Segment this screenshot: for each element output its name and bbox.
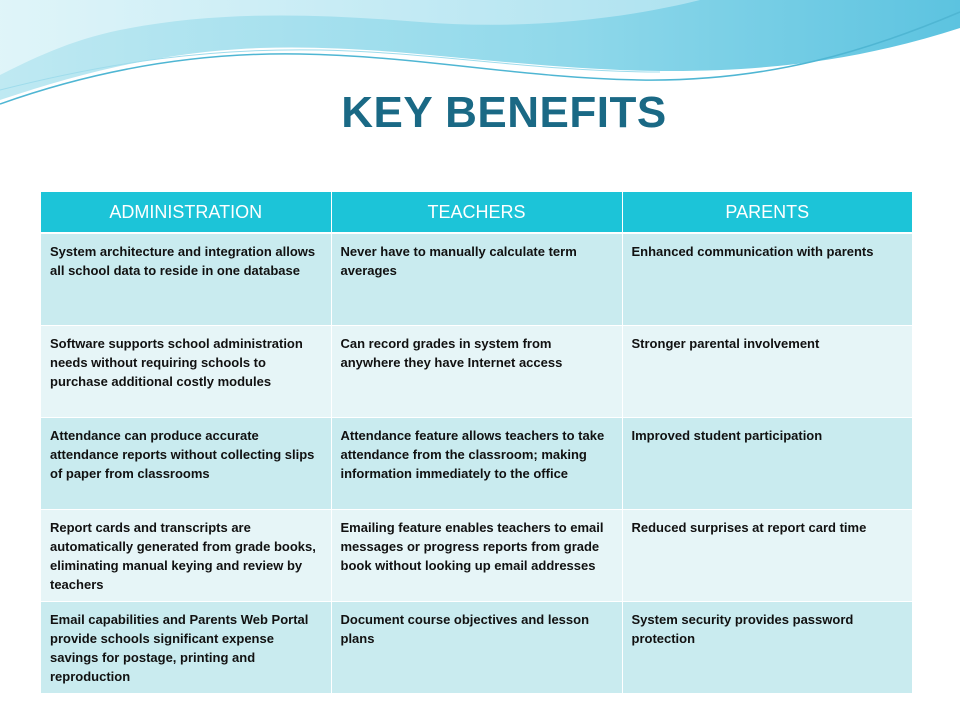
table-cell: Software supports school administration needs without requiring schools to purchase additional costly modules [41,325,331,417]
header-administration: ADMINISTRATION [41,192,331,233]
table-cell: Report cards and transcripts are automatically generated from grade books, eliminating manual keying and review by teachers [41,509,331,601]
table-cell: Email capabilities and Parents Web Portal provide schools significant expense savings for postage, printing and reproduction [41,601,331,693]
table-row [41,601,912,693]
table-row [41,417,912,509]
table-cell: Never have to manually calculate term averages [331,233,622,325]
header-teachers: TEACHERS [331,192,622,233]
table-cell: Attendance feature allows teachers to take attendance from the classroom; making information immediately to the office [331,417,622,509]
table-cell: Reduced surprises at report card time [622,509,912,601]
table-cell: System security provides password protection [622,601,912,693]
table-row [41,233,912,325]
table-cell: Can record grades in system from anywhere they have Internet access [331,325,622,417]
table-cell: Improved student participation [622,417,912,509]
header-parents: PARENTS [622,192,912,233]
table-cell: Document course objectives and lesson plans [331,601,622,693]
table-cell: Emailing feature enables teachers to email messages or progress reports from grade book without looking up email addresses [331,509,622,601]
table-header-row [41,192,912,233]
table-cell: Enhanced communication with parents [622,233,912,325]
benefits-table [41,192,912,694]
table-cell: System architecture and integration allows all school data to reside in one database [41,233,331,325]
slide-title: KEY BENEFITS [341,88,667,137]
table-cell: Stronger parental involvement [622,325,912,417]
table-row [41,325,912,417]
table-cell: Attendance can produce accurate attendance reports without collecting slips of paper from classrooms [41,417,331,509]
table-row [41,509,912,601]
